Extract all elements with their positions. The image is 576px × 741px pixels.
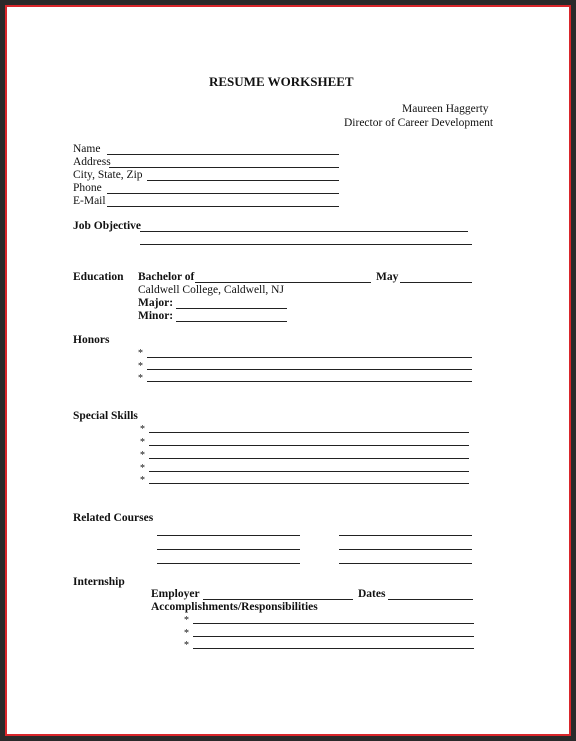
employer-label: Employer <box>151 588 200 600</box>
course-field-left-2[interactable] <box>157 549 300 550</box>
honors-line-3[interactable] <box>147 381 472 382</box>
course-field-right-2[interactable] <box>339 549 472 550</box>
major-field[interactable] <box>176 308 287 309</box>
city-state-zip-field[interactable] <box>147 180 339 181</box>
graduation-year-field[interactable] <box>400 282 472 283</box>
skills-line-2[interactable] <box>149 445 469 446</box>
course-field-right-1[interactable] <box>339 535 472 536</box>
honors-bullet-3: * <box>138 373 143 384</box>
internship-line-3[interactable] <box>193 648 474 649</box>
honors-bullet-2: * <box>138 361 143 372</box>
minor-label: Minor: <box>138 310 174 322</box>
skills-bullet-2: * <box>140 437 145 448</box>
related-courses-label: Related Courses <box>73 512 154 524</box>
internship-bullet-1: * <box>184 615 189 626</box>
school-name: Caldwell College, Caldwell, NJ <box>138 284 284 296</box>
graduation-month-label: May <box>376 271 399 283</box>
job-objective-line-2[interactable] <box>140 244 472 245</box>
skills-line-4[interactable] <box>149 471 469 472</box>
course-field-right-3[interactable] <box>339 563 472 564</box>
honors-line-1[interactable] <box>147 357 472 358</box>
skills-bullet-4: * <box>140 463 145 474</box>
job-objective-line-1[interactable] <box>140 231 468 232</box>
page-title: RESUME WORKSHEET <box>209 74 354 89</box>
course-field-left-3[interactable] <box>157 563 300 564</box>
job-objective-label: Job Objective <box>73 220 142 232</box>
employer-field[interactable] <box>203 599 353 600</box>
major-label: Major: <box>138 297 174 309</box>
education-label: Education <box>73 271 124 283</box>
skills-bullet-1: * <box>140 424 145 435</box>
honors-line-2[interactable] <box>147 369 472 370</box>
address-field[interactable] <box>109 167 339 168</box>
address-label: Address <box>73 156 111 168</box>
phone-field[interactable] <box>107 193 339 194</box>
internship-line-1[interactable] <box>193 623 474 624</box>
skills-line-5[interactable] <box>149 483 469 484</box>
internship-bullet-2: * <box>184 628 189 639</box>
phone-label: Phone <box>73 182 102 194</box>
accomplishments-label: Accomplishments/Responsibilities <box>151 601 318 613</box>
dates-field[interactable] <box>388 599 473 600</box>
worksheet-page <box>5 5 571 736</box>
degree-label: Bachelor of <box>138 271 195 283</box>
name-label: Name <box>73 143 101 155</box>
internship-bullet-3: * <box>184 640 189 651</box>
honors-label: Honors <box>73 334 110 346</box>
city-state-zip-label: City, State, Zip <box>73 169 143 181</box>
author-name: Maureen Haggerty <box>402 103 489 115</box>
skills-bullet-5: * <box>140 475 145 486</box>
degree-field[interactable] <box>195 282 371 283</box>
course-field-left-1[interactable] <box>157 535 300 536</box>
honors-bullet-1: * <box>138 348 143 359</box>
skills-bullet-3: * <box>140 450 145 461</box>
author-role: Director of Career Development <box>344 117 494 129</box>
skills-line-3[interactable] <box>149 458 469 459</box>
email-label: E-Mail <box>73 195 106 207</box>
minor-field[interactable] <box>176 321 287 322</box>
internship-line-2[interactable] <box>193 636 474 637</box>
skills-line-1[interactable] <box>149 432 469 433</box>
special-skills-label: Special Skills <box>73 410 138 422</box>
name-field[interactable] <box>107 154 339 155</box>
dates-label: Dates <box>358 588 386 600</box>
email-field[interactable] <box>107 206 339 207</box>
internship-label: Internship <box>73 576 125 588</box>
